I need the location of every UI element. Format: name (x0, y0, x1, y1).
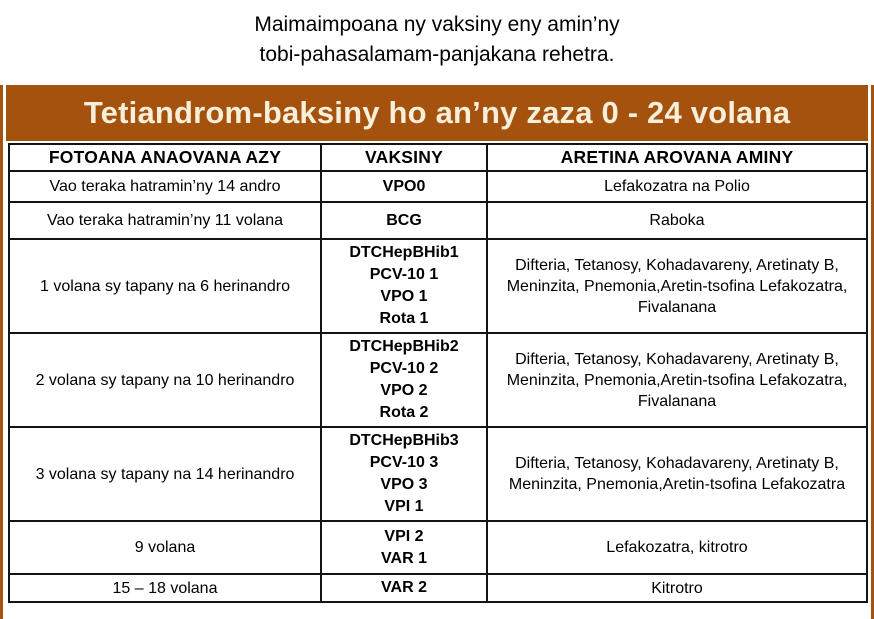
cell-fotoana: 2 volana sy tapany na 10 herinandro (9, 333, 321, 427)
cell-fotoana: 15 – 18 volana (9, 574, 321, 602)
table-header-row (9, 144, 867, 171)
cell-aretina: Difteria, Tetanosy, Kohadavareny, Aretinaty B, Meninzita, Pnemonia,Aretin-tsofina Lefakozatra, Fivalanana (487, 239, 867, 333)
table-row (9, 202, 867, 239)
table-row (9, 333, 867, 427)
table-row (9, 427, 867, 521)
cell-fotoana: 3 volana sy tapany na 14 herinandro (9, 427, 321, 521)
cell-aretina: Lefakozatra, kitrotro (487, 521, 867, 574)
intro-text (0, 10, 874, 70)
cell-vaksiny (321, 574, 487, 602)
poster-title: Tetiandrom-baksiny ho an’ny zaza 0 - 24 volana (83, 95, 791, 130)
vaccine-name: PCV-10 3 (369, 454, 439, 471)
cell-vaksiny (321, 521, 487, 574)
vaccine-name: DTCHepBHib2 (349, 338, 459, 355)
cell-vaksiny (321, 333, 487, 427)
cell-vaksiny (321, 171, 487, 202)
vaccine-schedule-table (8, 143, 868, 603)
cell-fotoana: Vao teraka hatramin’ny 11 volana (9, 202, 321, 239)
vaccine-name: VPO 1 (380, 288, 428, 305)
cell-aretina: Difteria, Tetanosy, Kohadavareny, Aretinaty B, Meninzita, Pnemonia,Aretin-tsofina Lefakozatra (487, 427, 867, 521)
intro-line-2: tobi-pahasalamam-panjakana rehetra. (259, 43, 615, 66)
vaccine-name: DTCHepBHib3 (349, 432, 459, 449)
cell-fotoana: 1 volana sy tapany na 6 herinandro (9, 239, 321, 333)
poster-left-border (0, 85, 3, 619)
banner (6, 85, 868, 141)
vaccine-name: PCV-10 2 (369, 360, 439, 377)
table-row (9, 574, 867, 602)
vaccine-name: VPI 2 (384, 527, 424, 545)
vaccine-name: PCV-10 1 (369, 266, 439, 283)
col-header-fotoana: FOTOANA ANAOVANA AZY (9, 144, 321, 171)
vaccine-name: BCG (386, 211, 422, 229)
cell-aretina: Raboka (487, 202, 867, 239)
cell-vaksiny (321, 427, 487, 521)
schedule-body (9, 171, 867, 602)
vaccine-name: Rota 1 (379, 310, 429, 327)
vaccine-name: VPO 3 (380, 476, 428, 493)
cell-vaksiny (321, 202, 487, 239)
cell-fotoana: 9 volana (9, 521, 321, 574)
intro-line-1: Maimaimpoana ny vaksiny eny amin’ny (254, 13, 620, 36)
vaccine-name: VPO 2 (380, 382, 428, 399)
vaccine-name: VAR 2 (381, 579, 427, 596)
table-row (9, 171, 867, 202)
vaccine-name: VAR 1 (381, 549, 427, 567)
cell-fotoana: Vao teraka hatramin’ny 14 andro (9, 171, 321, 202)
cell-aretina: Lefakozatra na Polio (487, 171, 867, 202)
vaccine-name: VPI 1 (384, 498, 424, 515)
cell-vaksiny (321, 239, 487, 333)
vaccine-name: Rota 2 (379, 404, 429, 421)
cell-aretina: Difteria, Tetanosy, Kohadavareny, Aretinaty B, Meninzita, Pnemonia,Aretin-tsofina Lefakozatra, Fivalanana (487, 333, 867, 427)
cell-aretina: Kitrotro (487, 574, 867, 602)
vaccine-name: DTCHepBHib1 (349, 244, 459, 261)
vaccine-name: VPO0 (382, 177, 426, 195)
col-header-aretina: ARETINA AROVANA AMINY (487, 144, 867, 171)
table-row (9, 521, 867, 574)
table-row (9, 239, 867, 333)
col-header-vaksiny: VAKSINY (321, 144, 487, 171)
